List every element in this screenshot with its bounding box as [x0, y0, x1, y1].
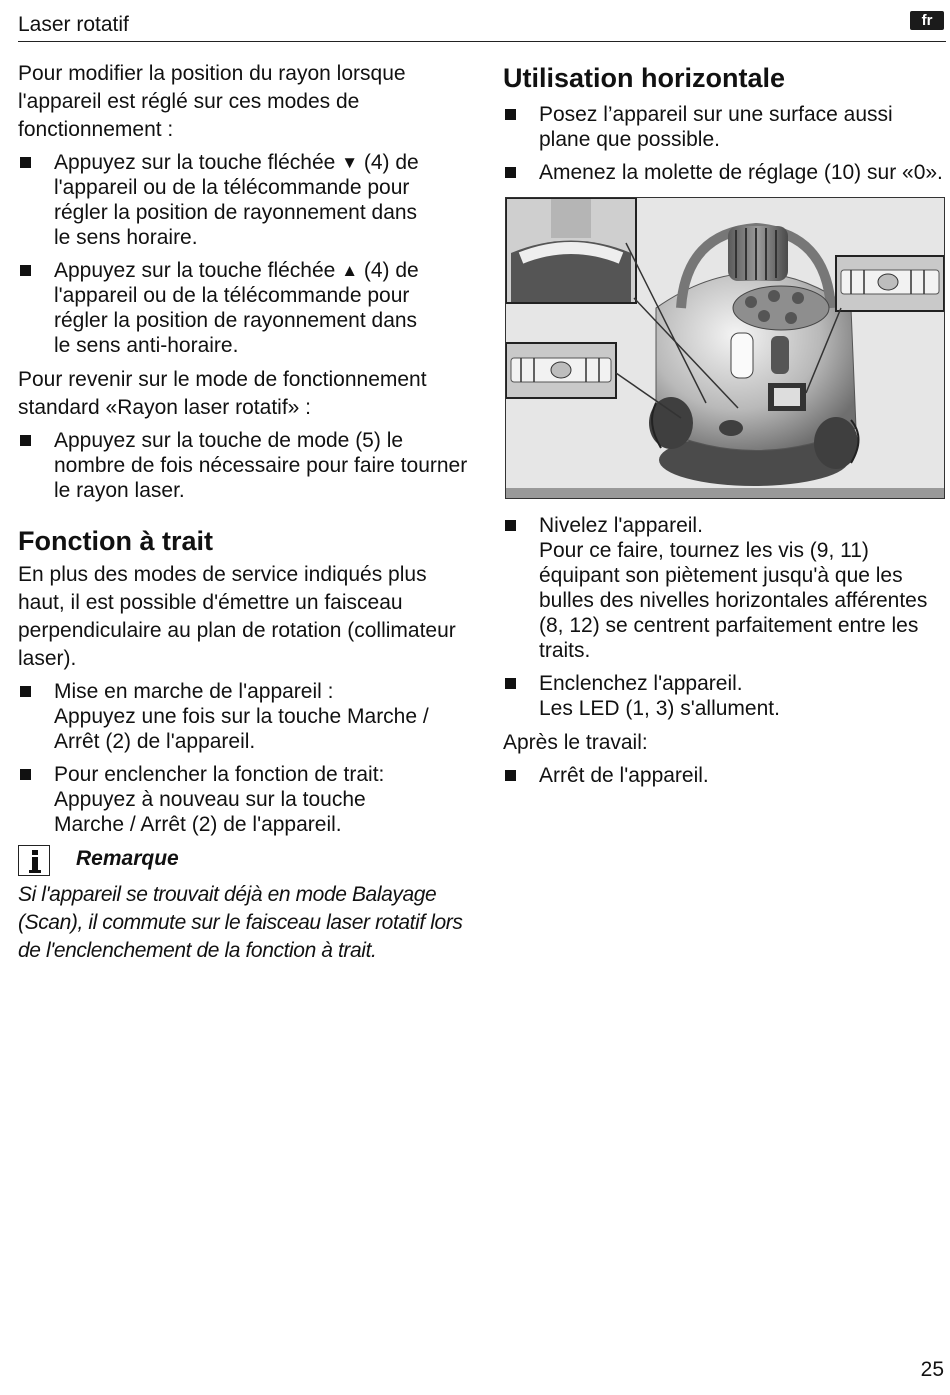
bullet-list-fonction: [18, 679, 468, 837]
list-item: [503, 671, 943, 721]
list-item: [503, 763, 943, 788]
bullet-text: régler la position de rayonnement dans: [54, 309, 418, 332]
note-header: [18, 845, 468, 881]
bullet-text: Pour enclencher la fonction de trait:: [54, 763, 385, 786]
list-item: [503, 513, 943, 663]
list-item: [18, 258, 468, 358]
language-badge: fr: [910, 11, 944, 30]
bullet-text: l'appareil ou de la télécommande pour: [54, 284, 410, 307]
return-paragraph: Pour revenir sur le mode de fonctionnement standard «Rayon laser rotatif» :: [18, 368, 427, 419]
bullet-square-icon: [20, 435, 31, 446]
left-column: [18, 60, 468, 965]
bullet-text: Posez l’appareil sur une surface aussi plane que possible.: [539, 103, 893, 151]
bullet-text: régler la position de rayonnement dans: [54, 201, 418, 224]
page-header: [18, 8, 946, 42]
bullet-text: Marche / Arrêt (2) de l'appareil.: [54, 813, 342, 836]
bullet-square-icon: [20, 686, 31, 697]
bullet-list-arrows: [18, 150, 468, 358]
intro-paragraph: Pour modifier la position du rayon lorsque l'appareil est réglé sur ces modes de fonctionnement :: [18, 62, 406, 141]
note-text: Si l'appareil se trouvait déjà en mode Balayage (Scan), il commute sur le faisceau laser rotatif lors de l'enclenchement de la fonction à trait.: [18, 883, 463, 962]
laser-device-illustration: [505, 197, 945, 499]
fonction-paragraph: En plus des modes de service indiqués plus haut, il est possible d'émettre un faisceau perpendiculaire au plan de rotation (collimateur laser).: [18, 563, 456, 670]
bullet-text: Les LED (1, 3) s'allument.: [539, 697, 780, 720]
bullet-text: le sens horaire.: [54, 226, 198, 249]
bullet-text: Appuyez sur la touche fléchée: [54, 151, 336, 174]
note-title: Remarque: [76, 847, 179, 870]
bullet-text: Appuyez sur la touche fléchée: [54, 259, 336, 282]
bullet-text: Mise en marche de l'appareil :: [54, 680, 334, 703]
bullet-text: Arrêt de l'appareil.: [539, 764, 709, 787]
bullet-list-mode: [18, 428, 468, 503]
right-column: [503, 60, 943, 796]
list-item: [503, 102, 943, 152]
bullet-text: Pour ce faire, tournez les vis (9, 11) équipant son piètement jusqu'à que les bulles des nivelles horizontales afférentes (8, 12) se centrent parfaitement entre les traits.: [539, 539, 928, 662]
bullet-text: (4) de: [363, 151, 419, 174]
bullet-text: Enclenchez l'appareil.: [539, 672, 743, 695]
header-title: Laser rotatif: [18, 13, 129, 36]
bullet-list-off: [503, 763, 943, 788]
bullet-square-icon: [20, 265, 31, 276]
bullet-text: Arrêt (2) de l'appareil.: [54, 730, 256, 753]
after-work-label: Après le travail:: [503, 731, 648, 754]
bullet-text: Appuyez à nouveau sur la touche: [54, 788, 366, 811]
bullet-text: l'appareil ou de la télécommande pour: [54, 176, 410, 199]
page-number: 25: [920, 1358, 944, 1381]
arrow-up-icon: ▲: [341, 261, 359, 280]
list-item: [18, 150, 468, 250]
bullet-text: le sens anti-horaire.: [54, 334, 239, 357]
bullet-square-icon: [505, 678, 516, 689]
list-item: [18, 679, 468, 754]
bullet-square-icon: [20, 157, 31, 168]
bullet-list-level: [503, 513, 943, 721]
list-item: [503, 160, 943, 185]
bullet-text: Amenez la molette de réglage (10) sur «0».: [539, 161, 943, 184]
bullet-text: Nivelez l'appareil.: [539, 514, 703, 537]
arrow-down-icon: ▼: [341, 153, 359, 172]
bullet-text: (4) de: [363, 259, 419, 282]
info-icon: [18, 845, 50, 876]
bullet-square-icon: [505, 109, 516, 120]
bullet-list-setup: [503, 102, 943, 185]
section-heading-utilisation: Utilisation horizontale: [503, 63, 786, 93]
bullet-square-icon: [505, 167, 516, 178]
list-item: [18, 762, 468, 837]
bullet-text: Appuyez sur la touche de mode (5) le nombre de fois nécessaire pour faire tourner le rayon laser.: [54, 429, 468, 502]
list-item: [18, 428, 468, 503]
bullet-text: Appuyez une fois sur la touche Marche /: [54, 705, 429, 728]
bullet-square-icon: [505, 520, 516, 531]
bullet-square-icon: [505, 770, 516, 781]
section-heading-fonction: Fonction à trait: [18, 526, 213, 556]
bullet-square-icon: [20, 769, 31, 780]
laser-device-image: [506, 198, 944, 498]
